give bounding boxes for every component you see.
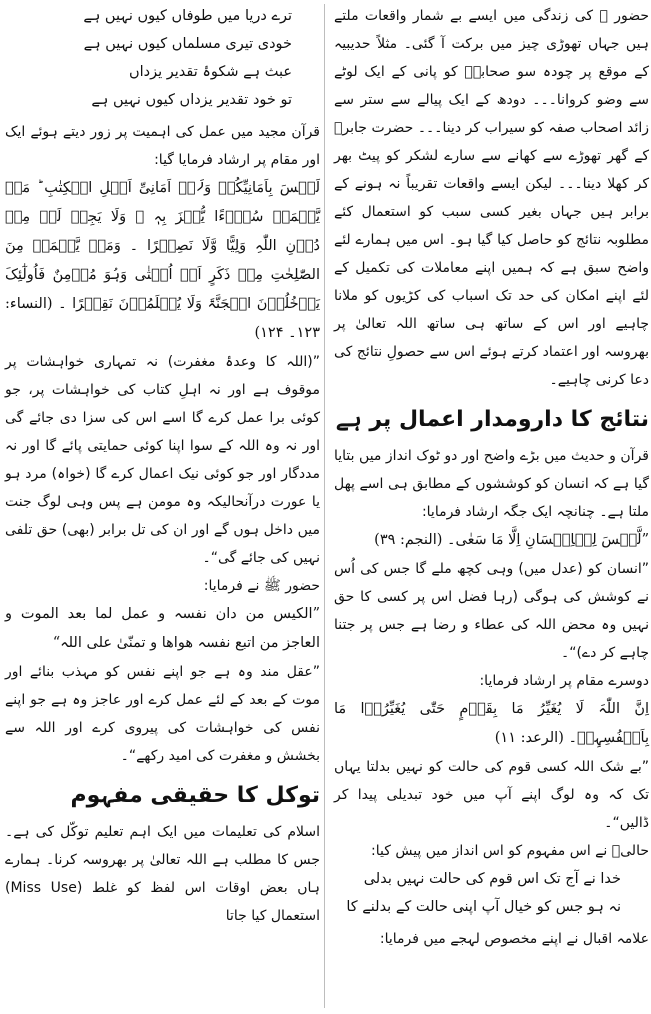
hadith-text: ”الکیس من دان نفسہ و عمل لما بعد الموت و العاجز من اتبع نفسہ ھواھا و تمنّیٰ علی اللہ“	[5, 606, 320, 651]
poem-line: خودی تیری مسلماں کیوں نہیں ہے	[83, 36, 292, 52]
paragraph: علامہ اقبال نے اپنے مخصوص لہجے میں فرمایا:	[379, 931, 649, 947]
paragraph: ”(اللہ کا وعدۂ مغفرت) نہ تمہاری خواہشات پر موقوف ہے اور نہ اہلِ کتاب کی خواہشات پر، جو کوئی برا عمل کرے گا اسے اس کی سزا دی جائے گی اور نہ وہ اللہ کے سوا اپنا کوئی حمایتی پائے گا اور نہ مددگار اور جو کوئی نیک اعمال کرے گا (خواہ) مرد ہو یا عورت درآنحالیکہ وہ مومن ہے پس وہی لوگ جنت میں داخل ہوں گے اور ان کی تل برابر (بھی) حق تلفی نہیں کی جائے گی“۔	[5, 354, 320, 566]
paragraph: ”انسان کو (عدل میں) وہی کچھ ملے گا جس کی اُس نے کوشش کی ہوگی (رہا فضل اس پر کسی کا حق نہیں وہ محض اللہ کی عطاء و رضا ہے جس پر جتنا چاہے کر دے)“۔	[334, 561, 649, 661]
paragraph: ”عقل مند وہ ہے جو اپنے نفس کو مہذب بنائے اور موت کے بعد کے لئے عمل کرے اور عاجز وہ ہے جو اپنے نفس کی خواہشات کی پیروی کرے اور اللہ سے بخشش و مغفرت کی امید رکھے“۔	[5, 664, 320, 764]
poem	[5, 2, 320, 114]
poem-line: نہ ہو جس کو خیال آپ اپنی حالت کے بدلنے کا	[346, 899, 621, 915]
section-heading: توکل کا حقیقی مفہوم	[70, 783, 320, 808]
section-heading: نتائج کا دارومدار اعمال پر ہے	[335, 407, 649, 432]
poem	[334, 865, 649, 921]
paragraph: قرآن و حدیث میں بڑے واضح اور دو ٹوک انداز میں بتایا گیا ہے کہ انسان کو کوششوں کے مطابق ہی اسے پھل ملتا ہے۔ چنانچہ ایک جگہ ارشاد فرمایا:	[334, 448, 649, 520]
poem-line: عبث ہے شکوۂ تقدیر یزداں	[128, 64, 292, 80]
paragraph: حضور ﷺ کی زندگی میں ایسے بے شمار واقعات ملتے ہیں جہاں تھوڑی چیز میں برکت آ گئی۔ مثلاً حدیبیہ کے موقع پر چودہ سو صحابہؓ کو پانی کے ایک لوٹے سے وضو کروانا۔۔۔ دودھ کے ایک پیالے سے ستر سے زائد اصحاب صفہ کو سیراب کر دینا۔۔۔ حضرت جابرؓ کے گھر تھوڑے سے کھانے سے سارے لشکر کو پیٹ بھر کر کھلا دینا۔۔۔ لیکن ایسے واقعات تقریباً نہ ہونے کے برابر ہیں جہاں بغیر کسی سبب کو استعمال کئے مطلوبہ نتائج کو حاصل کیا گیا ہو۔ اس میں ہمارے لئے واضح سبق ہے کہ ہمیں اپنے معاملات کی تکمیل کے لئے اپنے امکان کی حد تک اسباب کی کڑیوں کو ملانا چاہیے اور اس کے ساتھ ہی ساتھ اللہ تعالیٰ پر بھروسہ اور اعتماد کرتے ہوئے اس سے حصولِ نتائج کی دعا کرنی چاہیے۔	[334, 8, 649, 388]
paragraph: حالیؔ نے اس مفہوم کو اس انداز میں پیش کیا:	[371, 843, 649, 859]
column-divider	[324, 4, 325, 1008]
paragraph: حضور ﷺ نے فرمایا:	[203, 578, 320, 594]
quran-verse: لَیۡسَ بِاَمَانِیِّکُمۡ وَلَاۤ اَمَانِیِّ اَہۡلِ الۡکِتٰبِ ؕ مَنۡ یَّعۡمَلۡ سُوۡٓءًا یُّجۡزَ بِہٖ ۙ وَلَا یَجِدۡ لَہٗ مِنۡ دُوۡنِ اللّٰہِ وَلِیًّا وَّلَا نَصِیۡرًا ۔ وَمَنۡ یَّعۡمَلۡ مِنَ الصّٰلِحٰتِ مِنۡ ذَکَرٍ اَوۡ اُنۡثٰی وَہُوَ مُؤۡمِنٌ فَاُولٰٓئِکَ یَدۡخُلُوۡنَ الۡجَنَّۃَ وَلَا یُظۡلَمُوۡنَ نَقِیۡرًا ۔ (النساء: ۱۲۳۔ ۱۲۴)	[5, 180, 320, 341]
left-column	[5, 2, 320, 930]
quran-verse: اِنَّ اللّٰہَ لَا یُغَیِّرُ مَا بِقَوۡمٍ حَتّٰی یُغَیِّرُوۡا مَا بِاَنۡفُسِہِمۡ۔ (الرعد: ۱۱)	[334, 701, 649, 746]
poem-line: خدا نے آج تک اس قوم کی حالت نہیں بدلی	[363, 871, 621, 887]
poem-line: ترے دریا میں طوفاں کیوں نہیں ہے	[83, 8, 292, 24]
right-column	[334, 2, 649, 953]
poem-line: تو خود تقدیر یزداں کیوں نہیں ہے	[91, 92, 292, 108]
paragraph: اسلام کی تعلیمات میں ایک اہم تعلیم توکّل کی ہے۔ جس کا مطلب ہے اللہ تعالیٰ پر بھروسہ کرنا۔ ہمارے ہاں بعض اوقات اس لفظ کو غلط (Miss Use) استعمال کیا جاتا	[5, 824, 320, 924]
paragraph: ”بے شک اللہ کسی قوم کی حالت کو نہیں بدلتا یہاں تک کہ وہ لوگ اپنے آپ میں خود تبدیلی پیدا کر ڈالیں“۔	[334, 759, 649, 831]
paragraph: قرآن مجید میں عمل کی اہمیت پر زور دیتے ہوئے ایک اور مقام پر ارشاد فرمایا گیا:	[5, 124, 320, 168]
paragraph: دوسرے مقام پر ارشاد فرمایا:	[479, 673, 649, 689]
quran-verse: ”لَّیۡسَ لِلۡاِنۡسَانِ اِلَّا مَا سَعٰی۔ (النجم: ۳۹)	[374, 532, 649, 548]
